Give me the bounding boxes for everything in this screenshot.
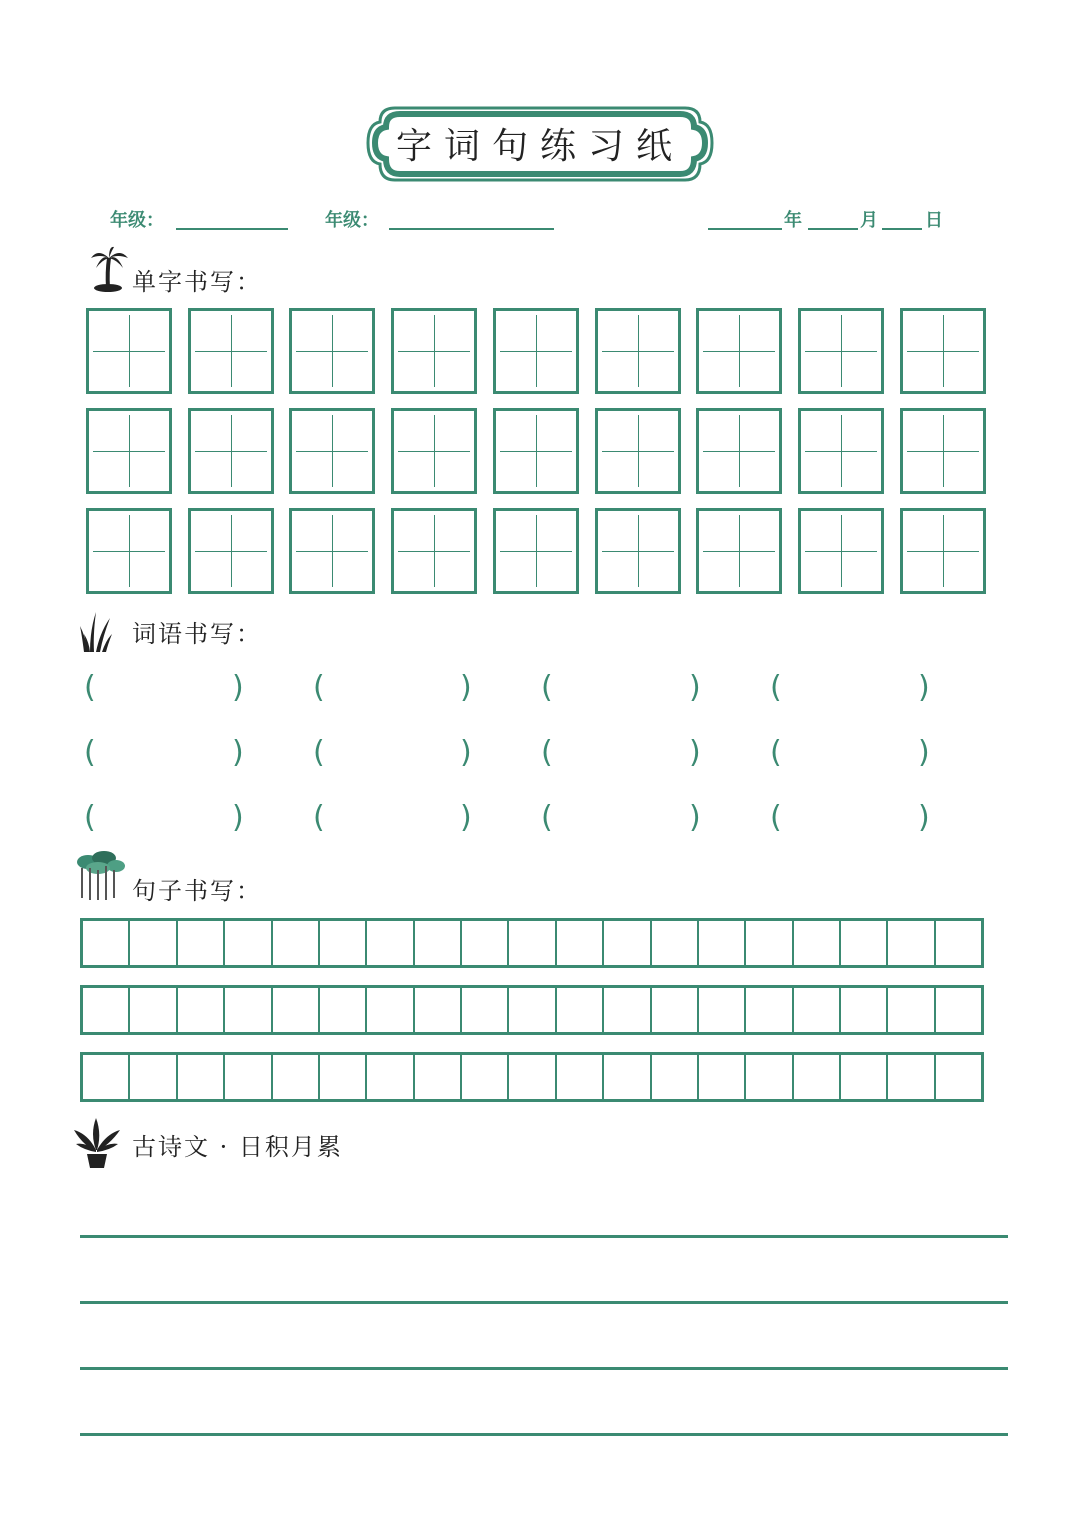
sentence-cell[interactable] — [320, 921, 367, 965]
sentence-cell[interactable] — [509, 988, 556, 1032]
sentence-cell[interactable] — [699, 921, 746, 965]
sentence-cell[interactable] — [794, 921, 841, 965]
word-bracket-open: ( — [541, 670, 553, 705]
tianzige-cell[interactable] — [696, 308, 782, 394]
sentence-cell[interactable] — [415, 988, 462, 1032]
sentence-cell[interactable] — [841, 1055, 888, 1099]
sentence-cell[interactable] — [936, 988, 981, 1032]
word-bracket-open: ( — [770, 670, 782, 705]
word-answer-slot[interactable] — [333, 674, 456, 710]
year-input-line[interactable] — [708, 228, 782, 230]
sentence-cell[interactable] — [604, 1055, 651, 1099]
sentence-cell[interactable] — [557, 921, 604, 965]
tianzige-cell[interactable] — [798, 408, 884, 494]
sentence-cell[interactable] — [888, 1055, 935, 1099]
word-bracket-close: ) — [689, 670, 701, 705]
tianzige-cell[interactable] — [86, 508, 172, 594]
section-title-single-char: 单字书写： — [132, 268, 262, 296]
poetry-writing-line[interactable] — [80, 1235, 1008, 1238]
grass-icon — [78, 608, 114, 654]
sentence-cell[interactable] — [225, 1055, 272, 1099]
tianzige-cell[interactable] — [289, 308, 375, 394]
sentence-cell[interactable] — [557, 1055, 604, 1099]
sentence-cell[interactable] — [225, 988, 272, 1032]
sentence-cell[interactable] — [130, 921, 177, 965]
grade-label-2: 年级： — [325, 210, 379, 231]
tianzige-cell[interactable] — [86, 408, 172, 494]
sentence-cell[interactable] — [699, 1055, 746, 1099]
sentence-cell[interactable] — [557, 988, 604, 1032]
word-bracket-open: ( — [84, 800, 96, 835]
sentence-cell[interactable] — [462, 921, 509, 965]
tianzige-cell[interactable] — [798, 508, 884, 594]
tianzige-cell[interactable] — [798, 308, 884, 394]
word-bracket-open: ( — [313, 800, 325, 835]
word-bracket-open: ( — [541, 800, 553, 835]
tianzige-cell[interactable] — [696, 508, 782, 594]
sentence-cell[interactable] — [794, 1055, 841, 1099]
poetry-writing-line[interactable] — [80, 1433, 1008, 1436]
section-title-sentences: 句子书写： — [132, 877, 262, 905]
tianzige-cell[interactable] — [595, 508, 681, 594]
year-label: 年 — [784, 210, 802, 231]
sentence-cell[interactable] — [178, 988, 225, 1032]
sentence-cell[interactable] — [273, 1055, 320, 1099]
palm-tree-icon — [90, 246, 130, 292]
tianzige-grid — [86, 308, 990, 596]
tianzige-cell[interactable] — [391, 508, 477, 594]
poetry-writing-line[interactable] — [80, 1301, 1008, 1304]
month-input-line[interactable] — [808, 228, 858, 230]
word-bracket-open: ( — [770, 800, 782, 835]
grade-input-line-2[interactable] — [389, 228, 554, 230]
sentence-cell[interactable] — [699, 988, 746, 1032]
sentence-cell[interactable] — [888, 988, 935, 1032]
tianzige-cell[interactable] — [900, 408, 986, 494]
word-bracket-close: ) — [232, 735, 244, 770]
sentence-cell[interactable] — [83, 921, 130, 965]
tianzige-cell[interactable] — [493, 408, 579, 494]
word-bracket-open: ( — [770, 735, 782, 770]
word-bracket-close: ) — [460, 735, 472, 770]
word-answer-slot[interactable] — [790, 674, 914, 710]
month-label: 月 — [860, 210, 878, 231]
tianzige-cell[interactable] — [391, 308, 477, 394]
sentence-cell[interactable] — [415, 1055, 462, 1099]
sentence-cell[interactable] — [841, 921, 888, 965]
page-title: 字词句练习纸 — [395, 126, 684, 167]
tianzige-cell[interactable] — [188, 308, 274, 394]
sentence-cell[interactable] — [225, 921, 272, 965]
tianzige-cell[interactable] — [900, 508, 986, 594]
word-bracket-close: ) — [460, 800, 472, 835]
sentence-cell[interactable] — [652, 988, 699, 1032]
grade-label-1: 年级： — [110, 210, 164, 231]
sentence-cell[interactable] — [130, 1055, 177, 1099]
word-answer-slot[interactable] — [333, 804, 456, 840]
potted-plant-icon — [72, 1116, 122, 1170]
tianzige-cell[interactable] — [493, 508, 579, 594]
sentence-cell[interactable] — [746, 1055, 793, 1099]
word-bracket-open: ( — [84, 670, 96, 705]
sentence-cell[interactable] — [604, 988, 651, 1032]
grade-input-line-1[interactable] — [176, 228, 288, 230]
sentence-cell[interactable] — [273, 921, 320, 965]
sentence-row — [80, 985, 984, 1035]
word-bracket-close: ) — [918, 800, 930, 835]
sentence-cell[interactable] — [130, 988, 177, 1032]
tianzige-cell[interactable] — [595, 408, 681, 494]
tianzige-cell[interactable] — [391, 408, 477, 494]
sentence-cell[interactable] — [83, 988, 130, 1032]
day-input-line[interactable] — [882, 228, 922, 230]
tianzige-cell[interactable] — [289, 408, 375, 494]
sentence-cell[interactable] — [888, 921, 935, 965]
word-bracket-open: ( — [541, 735, 553, 770]
word-answer-slot[interactable] — [104, 739, 228, 775]
sentence-cell[interactable] — [746, 921, 793, 965]
tianzige-cell[interactable] — [595, 308, 681, 394]
word-bracket-close: ) — [918, 670, 930, 705]
word-answer-slot[interactable] — [790, 804, 914, 840]
title-banner-frame — [0, 0, 1080, 200]
word-bracket-open: ( — [313, 670, 325, 705]
sentence-cell[interactable] — [273, 988, 320, 1032]
tianzige-cell[interactable] — [188, 508, 274, 594]
sentence-row — [80, 918, 984, 968]
sentence-cell[interactable] — [509, 921, 556, 965]
sentence-cell[interactable] — [746, 988, 793, 1032]
word-answer-slot[interactable] — [104, 674, 228, 710]
sentence-cell[interactable] — [604, 921, 651, 965]
word-answer-slot[interactable] — [561, 739, 685, 775]
poetry-writing-line[interactable] — [80, 1367, 1008, 1370]
word-bracket-open: ( — [313, 735, 325, 770]
tianzige-cell[interactable] — [696, 408, 782, 494]
sentence-cell[interactable] — [415, 921, 462, 965]
sentence-cell[interactable] — [652, 921, 699, 965]
tianzige-cell[interactable] — [86, 308, 172, 394]
word-bracket-close: ) — [460, 670, 472, 705]
trees-icon — [74, 850, 126, 902]
sentence-cell[interactable] — [320, 1055, 367, 1099]
section-title-poetry: 古诗文 · 日积月累 — [132, 1133, 343, 1161]
sentence-cell[interactable] — [367, 921, 414, 965]
tianzige-cell[interactable] — [289, 508, 375, 594]
word-bracket-open: ( — [84, 735, 96, 770]
sentence-cell[interactable] — [367, 1055, 414, 1099]
sentence-cell[interactable] — [936, 1055, 981, 1099]
sentence-cell[interactable] — [936, 921, 981, 965]
word-bracket-close: ) — [918, 735, 930, 770]
tianzige-cell[interactable] — [900, 308, 986, 394]
sentence-cell[interactable] — [367, 988, 414, 1032]
section-title-words: 词语书写： — [132, 620, 262, 648]
sentence-cell[interactable] — [178, 921, 225, 965]
sentence-cell[interactable] — [509, 1055, 556, 1099]
word-answer-slot[interactable] — [333, 739, 456, 775]
sentence-row — [80, 1052, 984, 1102]
sentence-cell[interactable] — [320, 988, 367, 1032]
word-answer-slot[interactable] — [104, 804, 228, 840]
sentence-cell[interactable] — [462, 988, 509, 1032]
word-answer-slot[interactable] — [790, 739, 914, 775]
word-bracket-close: ) — [689, 735, 701, 770]
word-bracket-close: ) — [232, 670, 244, 705]
sentence-cell[interactable] — [83, 1055, 130, 1099]
tianzige-cell[interactable] — [188, 408, 274, 494]
word-answer-slot[interactable] — [561, 804, 685, 840]
sentence-cell[interactable] — [178, 1055, 225, 1099]
word-answer-slot[interactable] — [561, 674, 685, 710]
sentence-cell[interactable] — [794, 988, 841, 1032]
sentence-cell[interactable] — [841, 988, 888, 1032]
sentence-cell[interactable] — [462, 1055, 509, 1099]
sentence-cell[interactable] — [652, 1055, 699, 1099]
tianzige-cell[interactable] — [493, 308, 579, 394]
word-bracket-close: ) — [689, 800, 701, 835]
word-bracket-close: ) — [232, 800, 244, 835]
day-label: 日 — [925, 210, 943, 231]
